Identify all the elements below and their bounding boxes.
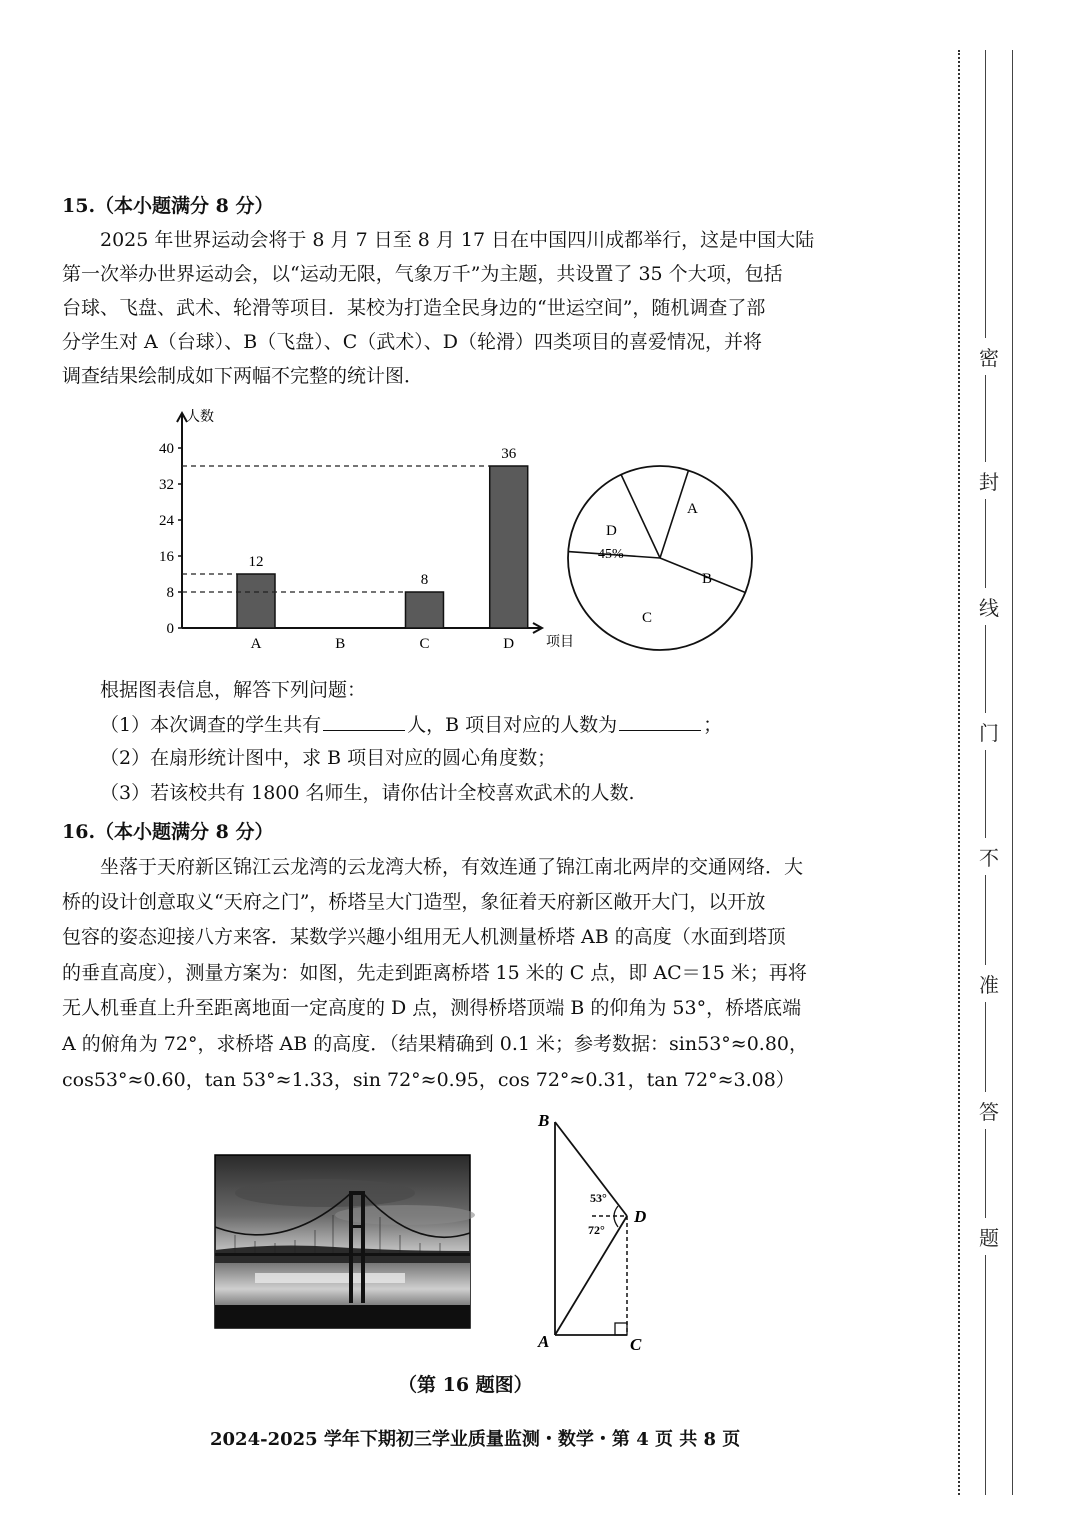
q15-line: 2025 年世界运动会将于 8 月 7 日至 8 月 17 日在中国四川成都举行，这是中国大陆 xyxy=(100,229,815,251)
label-b: B xyxy=(538,1111,550,1130)
pie-label-b: B xyxy=(702,571,713,587)
y-tick-label: 24 xyxy=(159,513,174,529)
x-tick-label: D xyxy=(503,636,515,652)
x-tick-label: A xyxy=(250,636,262,652)
bridge-photo xyxy=(215,1155,470,1328)
seal-char: 不 xyxy=(979,838,999,875)
bar-value-label: 8 xyxy=(420,572,429,588)
bar-value-label: 12 xyxy=(248,554,264,570)
pie-label-c: C xyxy=(642,610,653,626)
seal-char: 封 xyxy=(979,462,999,499)
q15-line: 调查结果绘制成如下两幅不完整的统计图． xyxy=(62,365,424,387)
q15-sub1-a: （1）本次调查的学生共有 xyxy=(100,714,322,736)
pie-label-a: A xyxy=(687,501,698,517)
page-footer: 2024-2025 学年下期初三学业质量监测・数学・第 4 页 共 8 页 xyxy=(210,1429,741,1450)
y-axis-label: 人数 xyxy=(186,410,214,425)
x-axis-label: 项目 xyxy=(546,635,574,650)
q15-line: 台球、飞盘、武术、轮滑等项目．某校为打造全民身边的“世运空间”，随机调查了部 xyxy=(62,297,766,319)
bar-D xyxy=(490,466,528,628)
seal-char: 准 xyxy=(979,965,999,1002)
answer-blank xyxy=(323,712,405,731)
q15-sub1-b: 人，B 项目对应的人数为 xyxy=(407,714,618,736)
q15-sub1 xyxy=(100,712,722,737)
seal-line xyxy=(985,50,986,1495)
seal-char: 答 xyxy=(979,1092,999,1129)
q16-line: 包容的姿态迎接八方来客．某数学兴趣小组用无人机测量桥塔 AB 的高度（水面到塔顶 xyxy=(62,926,786,948)
y-tick-label: 8 xyxy=(166,585,174,601)
q16-title: 16.（本小题满分 8 分） xyxy=(62,821,274,843)
bar-chart xyxy=(140,395,574,665)
pie-percent-d: 45% xyxy=(598,547,624,562)
q15-sub2: （2）在扇形统计图中，求 B 项目对应的圆心角度数； xyxy=(100,747,557,769)
triangle-figure xyxy=(530,1100,670,1354)
q15-sub1-c: ； xyxy=(703,714,723,736)
label-c: C xyxy=(630,1335,642,1354)
x-tick-label: B xyxy=(335,636,346,652)
pie-label-d: D xyxy=(606,523,617,539)
y-tick-label: 0 xyxy=(166,621,174,637)
q16-line: 桥的设计创意取义“天府之门”，桥塔呈大门造型，象征着天府新区敞开大门，以开放 xyxy=(62,891,766,913)
bar-A xyxy=(237,574,275,628)
y-tick-label: 40 xyxy=(159,441,174,457)
seal-char: 密 xyxy=(979,338,999,375)
label-d: D xyxy=(634,1207,647,1226)
right-angle-mark xyxy=(615,1323,627,1335)
seal-char: 门 xyxy=(979,713,999,750)
seal-char: 线 xyxy=(979,588,999,625)
outer-dotted-line xyxy=(958,50,960,1495)
y-tick-label: 32 xyxy=(159,477,174,493)
q15-line: 第一次举办世界运动会，以“运动无限，气象万千”为主题，共设置了 35 个大项，包括 xyxy=(62,263,783,285)
binding-margin xyxy=(940,0,1080,1528)
bar-C xyxy=(405,592,443,628)
bar-value-label: 36 xyxy=(501,446,517,462)
figure-caption: （第 16 题图） xyxy=(398,1374,533,1396)
answer-blank xyxy=(619,712,701,731)
q16-line: 的垂直高度），测量方案为：如图，先走到距离桥塔 15 米的 C 点，即 AC＝15 米；再将 xyxy=(62,962,807,984)
seal-line-inner xyxy=(1012,50,1013,1495)
q16-line: A 的俯角为 72°，求桥塔 AB 的高度．（结果精确到 0.1 米；参考数据：sin53°≈0.80， xyxy=(62,1033,809,1055)
label-a: A xyxy=(538,1332,550,1351)
q15-title: 15.（本小题满分 8 分） xyxy=(62,195,274,217)
angle-72: 72° xyxy=(588,1223,605,1237)
q15-line: 分学生对 A（台球）、B（飞盘）、C（武术）、D（轮滑）四类项目的喜爱情况，并将 xyxy=(62,331,762,353)
seal-char: 题 xyxy=(979,1218,999,1255)
y-tick-label: 16 xyxy=(159,549,174,565)
q16-line: cos53°≈0.60，tan 53°≈1.33，sin 72°≈0.95，cos 72°≈0.31，tan 72°≈3.08） xyxy=(62,1069,795,1091)
x-tick-label: C xyxy=(419,636,430,652)
q15-intro: 根据图表信息，解答下列问题： xyxy=(100,679,367,701)
q15-sub3: （3）若该校共有 1800 名师生，请你估计全校喜欢武术的人数. xyxy=(100,782,635,804)
angle-53: 53° xyxy=(590,1191,607,1205)
pie-chart xyxy=(560,450,760,660)
q16-line: 无人机垂直上升至距离地面一定高度的 D 点，测得桥塔顶端 B 的仰角为 53°，桥塔底端 xyxy=(62,997,802,1019)
q16-line: 坐落于天府新区锦江云龙湾的云龙湾大桥，有效连通了锦江南北两岸的交通网络．大 xyxy=(100,856,804,878)
